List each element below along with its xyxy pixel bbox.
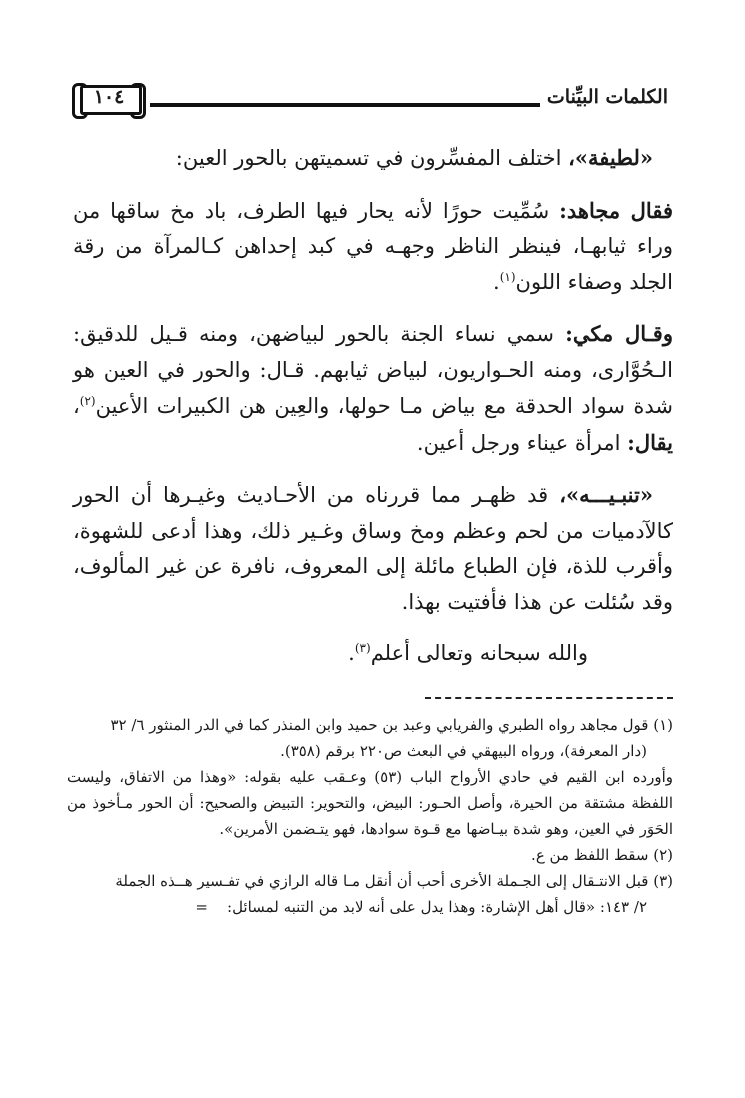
footnote-3 — [67, 868, 673, 894]
footnote-1-continued — [67, 738, 673, 764]
main-text — [73, 140, 673, 688]
header-rule — [150, 103, 540, 107]
page-number-frame — [72, 82, 146, 114]
running-title: الكلمات البيِّنات — [546, 86, 668, 108]
paragraph-3 — [73, 316, 673, 461]
footnote-1-extra — [67, 764, 673, 842]
footnote-text: (٢) سقط اللفظ من ع. — [531, 846, 673, 864]
paragraph-1 — [73, 140, 673, 177]
footnote-separator — [425, 697, 673, 699]
paragraph-label: «لطيفة»، — [568, 145, 653, 170]
punctuation: ، — [73, 394, 80, 418]
paragraph-text: والله سبحانه وتعالى أعلم — [370, 641, 588, 665]
paragraph-text: امرأة عيناء ورجل أعين. — [416, 430, 628, 455]
footnote-text: (دار المعرفة)، ورواه البيهقي في البعث ص٢٢٠ برقم (٣٥٨). — [280, 742, 647, 760]
paragraph-label: وقـال مكي: — [565, 321, 673, 346]
footnote-1 — [67, 712, 673, 738]
punctuation: . — [493, 269, 500, 294]
footnote-ref: (١) — [499, 269, 516, 284]
continuation-mark: = — [195, 898, 208, 916]
paragraph-label: فقال مجاهد: — [559, 197, 673, 223]
footnote-text: وأورده ابن القيم في حادي الأرواح الباب (٥٣) وعـقب عليه بقوله: «وهذا من الاتفاق، وليست اللفظة مشتقة من الحيرة، وأصل الحـور: البيض، والتحوير: التبيض والصحيح: أن الحور مـأخوذ من الحَوَر في العين، وهو شدة بيـاضها مع قـوة سوادها، فهو يتـضمن الأمرين». — [67, 768, 674, 838]
footnote-2 — [67, 842, 673, 868]
paragraph-5 — [73, 636, 673, 672]
paragraph-text: اختلف المفسِّرون في تسميتهن بالحور العين: — [175, 146, 569, 170]
paragraph-text: سُمِّيت حورًا لأنه يحار فيها الطرف، باد مخ ساقها من وراء ثيابهـا، فينظر الناظر وجهـه في كبد إحداهن كـالمرآة من رقة الجلد وصفاء اللون — [73, 198, 673, 294]
footnote-text: (٣) قبل الانتـقال إلى الجـملة الأخرى أحب أن أنقل مـا قاله الرازي في تفـسير هــذه الجملة — [115, 872, 673, 890]
footnote-text: (١) قول مجاهد رواه الطبري والفريابي وعبد بن حميد وابن المنذر كما في الدر المنثور ٦/ ٣٢ — [110, 716, 673, 734]
page-header — [72, 82, 668, 116]
paragraph-text: سمي نساء الجنة بالحور لبياضهن، ومنه قـيل للدقيق: الـحُوَّارى، ومنه الحـواريون، لبياض ثيابهم. قـال: والحور في العين هو شدة سواد الحدقة مع بياض مـا حولها، والعِين هن الكبيرات الأعين — [73, 322, 673, 418]
paragraph-text: قد ظهـر مما قررناه من الأحـاديث وغيـرها أن الحور كالآدميات من لحم وعظم ومخ وساق وغـير ذلك، وهذا أدعى للشهوة، وأقرب للذة، فإن الطباع مائلة إلى المعروف، نافرة عن غير المألوف، وقد سُئلت عن هذا فأفتيت بهذا. — [73, 483, 673, 614]
paragraph-label: يقال: — [627, 429, 673, 455]
paragraph-2 — [73, 193, 673, 301]
footnote-3-continued — [67, 894, 673, 920]
punctuation: . — [348, 641, 355, 665]
footnote-ref: (٢) — [79, 394, 96, 408]
paragraph-label: «تنبـيـــه»، — [559, 482, 653, 507]
paragraph-4 — [73, 477, 673, 620]
page-number: ١٠٤ — [93, 86, 125, 108]
footnote-text: ٢/ ١٤٣: «قال أهل الإشارة: وهذا يدل على أنه لابد من التنبه لمسائل: — [227, 898, 647, 916]
footnotes — [67, 712, 673, 920]
footnote-ref: (٣) — [354, 641, 371, 655]
